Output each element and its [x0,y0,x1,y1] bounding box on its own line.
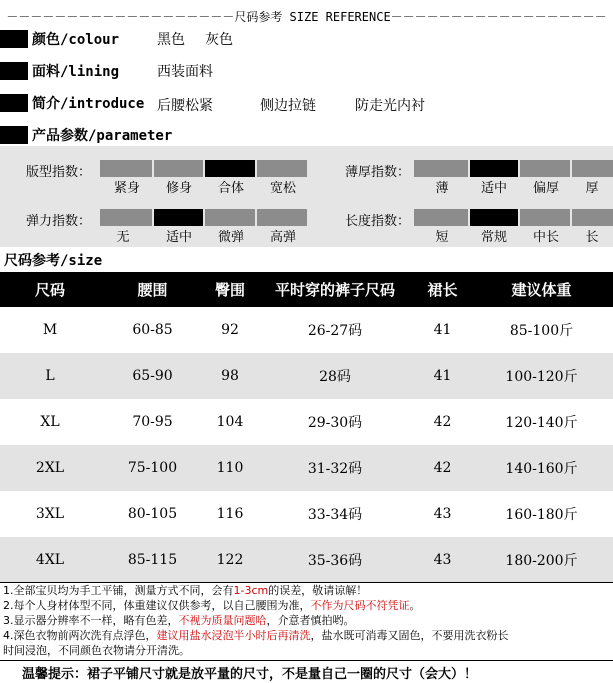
header-usual-pants-size: 平时穿的裤子尺码 [274,281,395,299]
section-marker [0,126,28,144]
elastic-bar-4 [257,209,309,226]
fit-bar-1 [100,160,154,177]
cell-weight: 160-180斤 [505,507,578,523]
cell-length: 42 [433,414,452,430]
elastic-bar-3 [205,209,257,226]
fit-bar-3-selected [205,160,257,177]
note-3: 3.显示器分辨率不一样，略有色差，不视为质量问题哈，介意者慎拍哟。 [3,614,355,627]
cell-pants-size: 35-36码 [307,553,363,569]
length-bar-2-selected [470,209,520,226]
cell-hip: 110 [216,460,244,476]
lining-value: 西装面料 [157,64,213,80]
introduce-value-3: 防走光内衬 [355,98,425,114]
thickness-bar-4 [572,160,613,177]
cell-length: 41 [433,322,452,338]
cell-weight: 120-140斤 [505,415,578,431]
fit-option-3: 合体 [217,181,244,196]
thickness-bar-2-selected [470,160,520,177]
note-4: 4.深色衣物前两次洗有点浮色，建议用盐水浸泡半小时后再清洗，盐水既可消毒又固色，不要用洗衣粉长 [3,629,509,642]
cell-hip: 98 [221,368,239,384]
length-bar-4 [572,209,613,226]
cell-length: 42 [433,460,452,476]
thickness-option-2: 适中 [480,181,507,196]
length-option-4: 长 [585,230,599,245]
cell-weight: 180-200斤 [505,553,578,569]
header-hip: 臀围 [214,281,245,299]
cell-pants-size: 29-30码 [307,415,363,431]
thickness-index-label: 薄厚指数： [345,165,411,180]
elastic-option-3: 微弹 [217,230,244,245]
colour-values [157,28,233,50]
section-parameter-label: 产品参数/parameter [32,128,173,144]
size-table-header [0,272,613,307]
cell-weight: 85-100斤 [509,323,574,339]
cell-hip: 116 [216,506,244,522]
cell-hip: 104 [216,414,244,430]
section-introduce-label: 简介/introduce [32,96,145,112]
section-marker [0,30,28,48]
cell-size: L [45,368,55,384]
parameter-panel [0,146,613,247]
fit-bar-4 [257,160,309,177]
elastic-index-label: 弹力指数： [26,214,92,229]
cell-pants-size: 28码 [319,369,351,385]
thickness-option-3: 偏厚 [532,181,559,196]
fit-option-4: 宽松 [269,181,296,196]
size-table-title: 尺码参考/size [4,253,103,269]
table-row [0,445,613,491]
header-suggested-weight: 建议体重 [511,281,572,299]
cell-hip: 122 [216,552,244,568]
cell-pants-size: 31-32码 [307,461,363,477]
elastic-bar-2-selected [154,209,205,226]
introduce-value-2: 侧边拉链 [260,98,316,114]
cell-waist: 65-90 [132,368,173,384]
section-marker [0,62,28,80]
fit-option-1: 紧身 [113,181,140,196]
header-waist: 腰围 [137,281,168,299]
section-marker [0,94,28,112]
length-option-2: 常规 [480,230,507,245]
header-skirt-length: 裙长 [427,281,458,299]
cell-waist: 85-115 [127,552,178,568]
elastic-option-4: 高弹 [269,230,296,245]
section-colour [0,28,119,50]
cell-pants-size: 33-34码 [307,507,363,523]
table-row [0,399,613,445]
thickness-bar-3 [520,160,572,177]
cell-size: M [42,322,58,338]
thickness-option-4: 厚 [585,181,599,196]
length-bar-1 [414,209,470,226]
thickness-bar-1 [414,160,470,177]
elastic-bar-1 [100,209,154,226]
cell-waist: 70-95 [132,414,173,430]
elastic-option-1: 无 [116,230,130,245]
thickness-option-1: 薄 [435,181,449,196]
cell-weight: 100-120斤 [505,369,578,385]
section-introduce [0,92,144,114]
section-parameter [0,124,172,146]
cell-waist: 80-105 [127,506,178,522]
notes-section [0,582,613,658]
length-index-label: 长度指数： [345,214,411,229]
size-reference-header: －－－－－－－－－－－－－－－－－－－尺码参考 SIZE REFERENCE－－－－－－－－－－－－－－－－－－ [6,9,607,24]
section-lining-label: 面料/lining [32,64,120,80]
cell-weight: 140-160斤 [505,461,578,477]
note-1: 1.全部宝贝均为手工平铺，测量方式不同，会有1-3cm的误差，敬请谅解！ [3,584,368,597]
cell-length: 41 [433,368,452,384]
cell-size: 4XL [35,552,65,568]
cell-waist: 75-100 [127,460,178,476]
fit-index-label: 版型指数： [26,165,92,180]
cell-length: 43 [433,506,452,522]
section-colour-label: 颜色/colour [32,32,120,48]
cell-pants-size: 26-27码 [307,323,363,339]
length-option-1: 短 [435,230,449,245]
length-bar-3 [520,209,572,226]
introduce-value-1: 后腰松紧 [157,98,213,114]
elastic-option-2: 适中 [165,230,192,245]
colour-value-black: 黑色 [157,32,185,48]
table-row [0,537,613,583]
lining-values [157,60,213,82]
cell-hip: 92 [221,322,239,338]
fit-option-2: 修身 [165,181,192,196]
note-4-continued: 时间浸泡，不同颜色衣物请分开清洗。 [3,644,190,657]
cell-length: 43 [433,552,452,568]
cell-size: 2XL [35,460,65,476]
table-row [0,353,613,399]
cell-size: 3XL [35,506,65,522]
section-lining [0,60,119,82]
warm-tip: 温馨提示：裙子平铺尺寸就是放平量的尺寸，不是量自己一圈的尺寸（会大）！ [0,660,613,683]
note-2: 2.每个人身材体型不同，体重建议仅供参考，以自己腰围为准，不作为尺码不符凭证。 [3,599,421,612]
table-row [0,491,613,537]
cell-waist: 60-85 [132,322,173,338]
length-option-3: 中长 [532,230,559,245]
fit-bar-2 [154,160,205,177]
table-row [0,307,613,353]
header-size: 尺码 [34,281,65,299]
cell-size: XL [40,414,60,430]
colour-value-gray: 灰色 [205,32,233,48]
